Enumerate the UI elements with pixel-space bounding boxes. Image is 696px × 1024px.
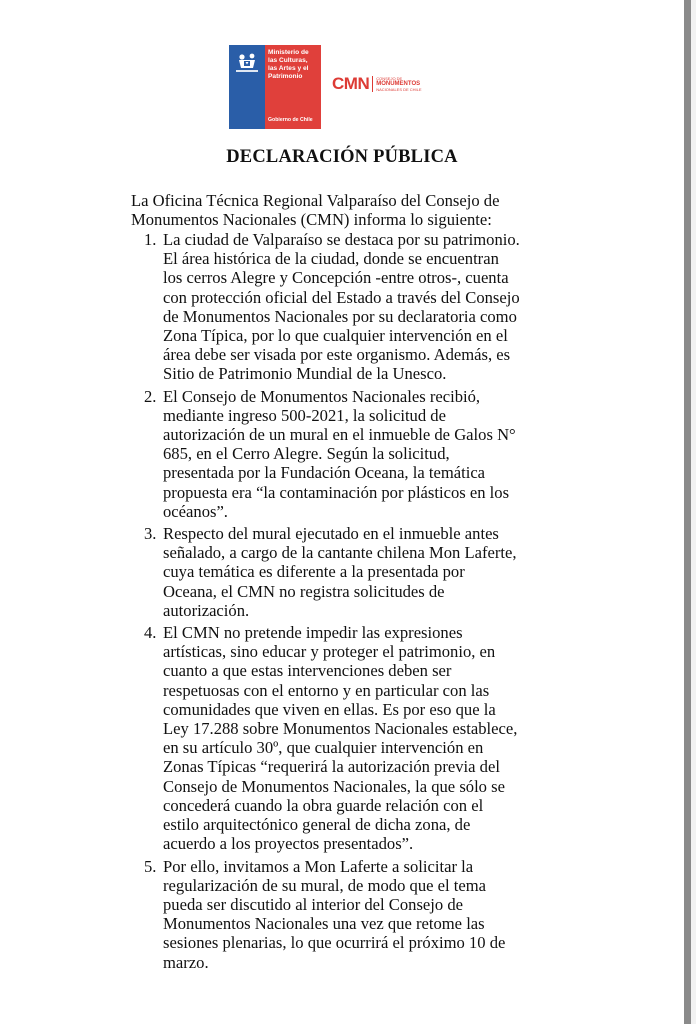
- cmn-logo: [332, 75, 422, 93]
- item-line: comunidades que viven en ellas. Es por eso que la: [163, 699, 496, 719]
- item-number: 2.: [144, 386, 157, 406]
- item-line: Respecto del mural ejecutado en el inmueble antes: [163, 524, 499, 544]
- item-line: La ciudad de Valparaíso se destaca por su patrimonio.: [163, 230, 520, 249]
- item-line: estilo arquitectónico general de dicha zona, de: [163, 815, 471, 835]
- item-number: 3.: [144, 524, 157, 544]
- item-line: propuesta era “la contaminación por plásticos en los: [163, 482, 510, 502]
- ministry-name: [268, 49, 320, 81]
- item-line: Zonas Típicas “requerirá la autorización previa del: [163, 757, 500, 777]
- intro-paragraph: La Oficina Técnica Regional Valparaíso del Consejo de Monumentos Nacionales (CMN) informa lo siguiente:: [131, 191, 500, 230]
- declaration-item: [131, 857, 581, 972]
- item-line: concederá cuando la obra guarde relación con el: [163, 795, 484, 815]
- item-line: Sitio de Patrimonio Mundial de la Unesco.: [163, 364, 447, 384]
- cmn-subtitle: [376, 76, 421, 92]
- item-line: Por ello, invitamos a Mon Laferte a solicitar la: [163, 856, 474, 876]
- declaration-item: [131, 387, 581, 521]
- cmn-letters: CMN: [332, 74, 370, 93]
- gobierno-de-chile-label: Gobierno de Chile: [268, 117, 313, 123]
- document-title: DECLARACIÓN PÚBLICA: [226, 147, 458, 167]
- item-line: de Monumentos Nacionales por su declaratoria como: [163, 306, 517, 326]
- cmn-divider: [372, 76, 373, 92]
- item-line: mediante ingreso 500-2021, la solicitud de: [163, 405, 446, 425]
- scrollbar[interactable]: [684, 0, 691, 1024]
- item-line: autorización.: [163, 600, 250, 620]
- item-line: océanos”.: [163, 501, 228, 521]
- ministry-line: Patrimonio: [268, 73, 303, 80]
- item-line: El Consejo de Monumentos Nacionales recibió,: [163, 386, 481, 406]
- header-logos: [229, 45, 459, 130]
- item-line: Monumentos Nacionales una vez que retome las: [163, 914, 485, 934]
- item-line: señalado, a cargo de la cantante chilena Mon Laferte,: [163, 543, 517, 563]
- item-line: autorización de un mural en el inmueble de Galos N°: [163, 425, 516, 445]
- item-line: cuya temática es diferente a la presentada por: [163, 562, 465, 582]
- cmn-line-1: CONSEJO DE: [376, 76, 403, 81]
- page-edge: [691, 0, 696, 1024]
- item-line: presentada por la Fundación Oceana, la temática: [163, 463, 486, 483]
- ministry-logo-red-panel: [265, 45, 321, 129]
- ministry-logo: [229, 45, 321, 129]
- item-line: Ley 17.288 sobre Monumentos Nacionales establece,: [163, 719, 518, 739]
- item-line: marzo.: [163, 952, 209, 972]
- item-line: cuanto a que estas intervenciones deben ser: [163, 661, 452, 681]
- item-line: regularización de su mural, de modo que el tema: [163, 875, 486, 895]
- item-line: los cerros Alegre y Concepción -entre otros-, cuenta: [163, 268, 509, 288]
- ministry-line: las Culturas,: [268, 57, 308, 64]
- item-line: en su artículo 30º, que cualquier intervención en: [163, 738, 484, 758]
- cmn-line-3: NACIONALES DE CHILE: [376, 87, 422, 92]
- ministry-logo-blue-panel: [229, 45, 265, 129]
- item-line: pueda ser discutido al interior del Consejo de: [163, 894, 463, 914]
- cmn-line-2: MONUMENTOS: [376, 81, 421, 87]
- chile-coat-of-arms-icon: [233, 51, 261, 75]
- item-line: El CMN no pretende impedir las expresiones: [163, 623, 463, 643]
- declaration-list: [131, 230, 581, 975]
- item-line: respetuosas con el entorno y en particular con las: [163, 680, 490, 700]
- declaration-item: [131, 524, 581, 620]
- item-number: 1.: [144, 230, 157, 249]
- item-line: El área histórica de la ciudad, donde se encuentran: [163, 249, 499, 269]
- item-line: área debe ser visada por este organismo. Además, es: [163, 345, 511, 365]
- ministry-line: Ministerio de: [268, 49, 309, 56]
- item-line: con protección oficial del Estado a través del Consejo: [163, 287, 520, 307]
- item-number: 4.: [144, 623, 157, 643]
- ministry-line: las Artes y el: [268, 65, 309, 72]
- declaration-item: [131, 623, 581, 853]
- item-line: sesiones plenarias, lo que ocurrirá el próximo 10 de: [163, 933, 506, 953]
- item-line: Oceana, el CMN no registra solicitudes de: [163, 581, 445, 601]
- item-line: 685, en el Cerro Alegre. Según la solicitud,: [163, 444, 450, 464]
- declaration-item: [131, 230, 581, 384]
- item-line: artísticas, sino educar y proteger el patrimonio, en: [163, 642, 496, 662]
- item-line: acuerdo a los proyectos presentados”.: [163, 834, 414, 854]
- item-number: 5.: [144, 856, 157, 876]
- item-line: Consejo de Monumentos Nacionales, la que sólo se: [163, 776, 505, 796]
- item-line: Zona Típica, por lo que cualquier intervención en el: [163, 326, 508, 346]
